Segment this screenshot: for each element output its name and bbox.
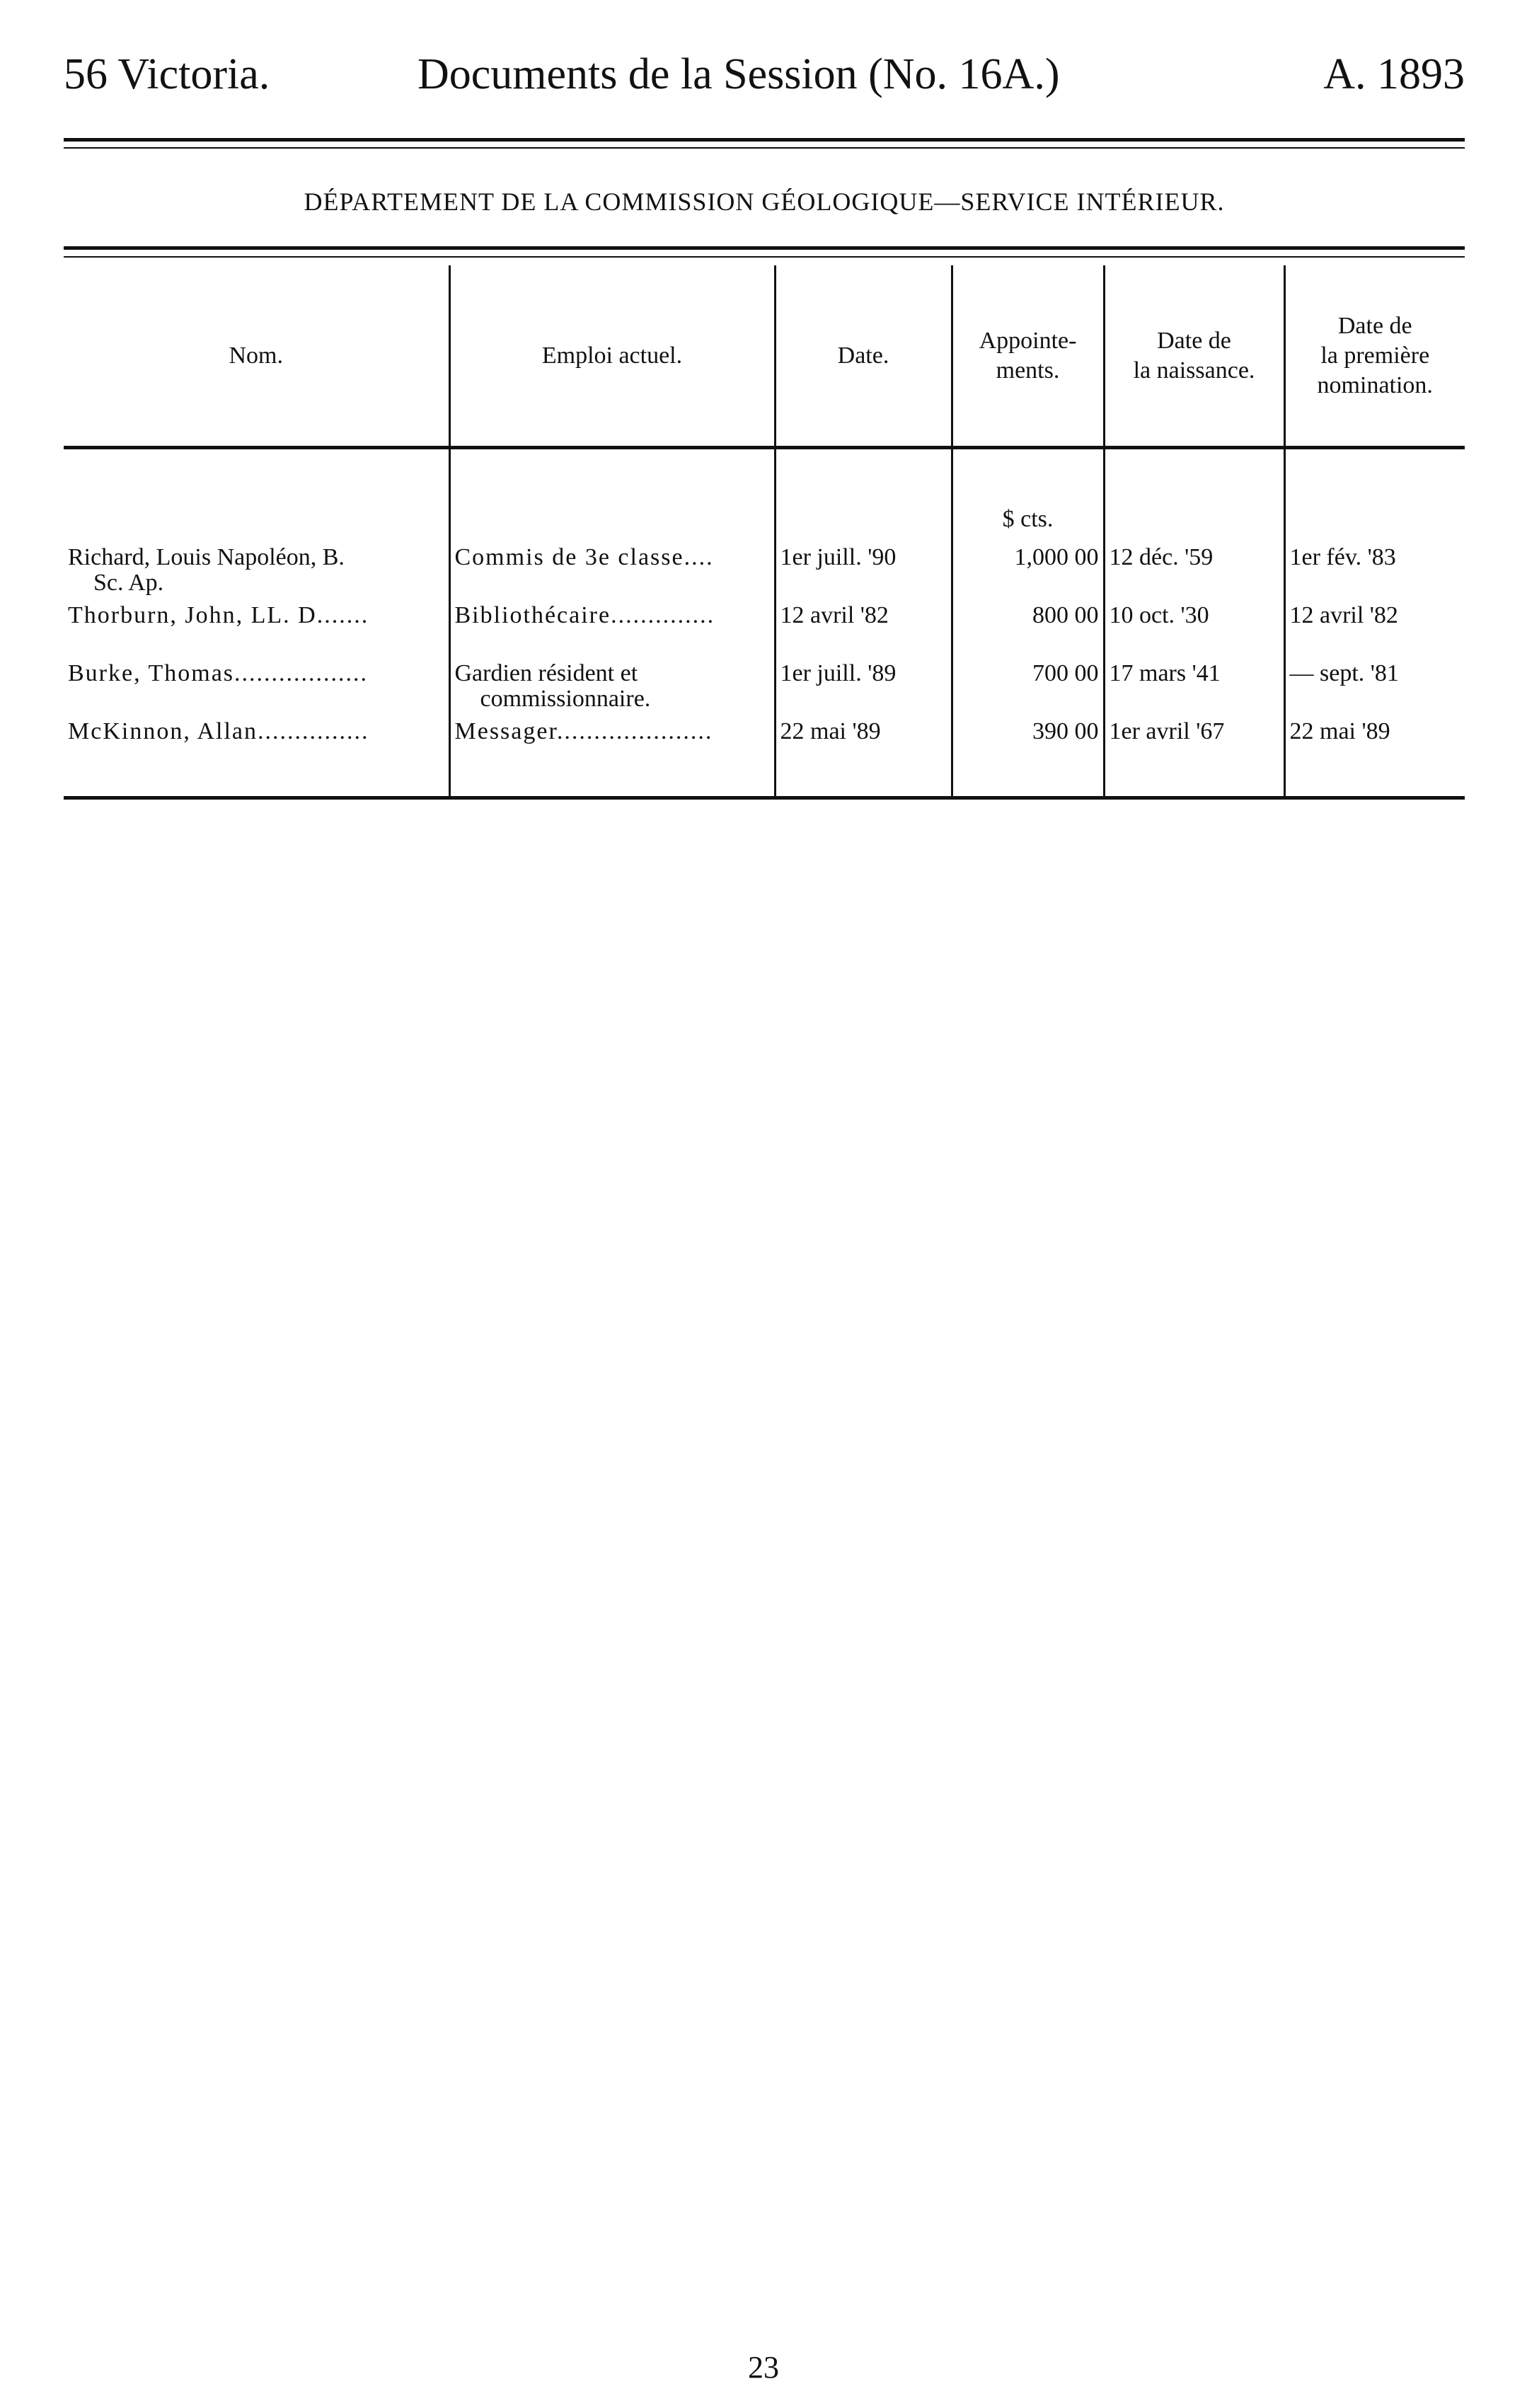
cell-nom [64, 543, 449, 601]
table-top-rule [64, 246, 1465, 250]
cell-appointements: 700 00 [952, 659, 1104, 717]
column-header-appointements-line1: Appointe- [979, 327, 1077, 354]
cell-emploi-text: Messager..................... [454, 718, 713, 744]
column-header-naissance-line2: la naissance. [1133, 357, 1255, 384]
table-top-rule-thin [64, 256, 1465, 258]
table-spacer-row [64, 775, 1465, 796]
unit-row [64, 448, 1465, 543]
cell-date: 12 avril '82 [775, 601, 952, 659]
table-row [64, 659, 1465, 717]
cell-appointements: 1,000 00 [952, 543, 1104, 601]
header-rule-top [64, 138, 1465, 142]
column-header-appointements-line2: ments. [996, 357, 1060, 384]
cell-nom-text: Burke, Thomas.................. [68, 660, 369, 686]
cell-nom [64, 601, 449, 659]
column-header-emploi [449, 265, 775, 448]
cell-nom-text: Richard, Louis Napoléon, B. [68, 544, 345, 570]
column-header-nomination-line2: la première [1320, 342, 1430, 369]
column-header-premiere-nomination [1284, 265, 1465, 448]
column-header-naissance [1104, 265, 1284, 448]
cell-premiere-nomination: 22 mai '89 [1284, 717, 1465, 775]
page-number: 23 [748, 2350, 779, 2385]
cell-premiere-nomination: 12 avril '82 [1284, 601, 1465, 659]
column-header-emploi-label: Emploi actuel. [541, 342, 683, 369]
cell-emploi-text: Gardien résident et [454, 660, 638, 686]
cell-naissance: 1er avril '67 [1104, 717, 1284, 775]
staff-table [64, 265, 1465, 796]
table-row [64, 543, 1465, 601]
column-header-nom-label: Nom. [229, 342, 283, 369]
column-header-nomination-line3: nomination. [1317, 371, 1433, 398]
cell-date: 1er juill. '89 [775, 659, 952, 717]
cell-naissance: 12 déc. '59 [1104, 543, 1284, 601]
cell-date: 22 mai '89 [775, 717, 952, 775]
cell-nom-continuation: Sc. Ap. [93, 570, 164, 596]
cell-premiere-nomination: — sept. '81 [1284, 659, 1465, 717]
cell-premiere-nomination: 1er fév. '83 [1284, 543, 1465, 601]
cell-appointements: 800 00 [952, 601, 1104, 659]
cell-naissance: 10 oct. '30 [1104, 601, 1284, 659]
header-rule-bottom [64, 147, 1465, 149]
table-bottom-rule [64, 796, 1465, 800]
column-header-date-label: Date. [837, 342, 889, 369]
table-header-row [64, 265, 1465, 448]
column-header-date [775, 265, 952, 448]
currency-unit-label: $ cts. [1002, 506, 1054, 532]
cell-emploi [449, 543, 775, 601]
cell-nom [64, 717, 449, 775]
session-year-label: 56 Victoria. [64, 50, 270, 98]
column-header-nom [64, 265, 449, 448]
column-header-nomination-line1: Date de [1337, 312, 1412, 339]
cell-emploi [449, 659, 775, 717]
column-header-naissance-line1: Date de [1157, 327, 1231, 354]
page-header [64, 42, 1465, 106]
document-title: Documents de la Session (No. 16A.) [417, 50, 1060, 98]
section-title: DÉPARTEMENT DE LA COMMISSION GÉOLOGIQUE—SERVICE INTÉRIEUR. [304, 188, 1225, 216]
cell-emploi [449, 601, 775, 659]
cell-emploi-continuation: commissionnaire. [480, 686, 651, 712]
cell-nom-text: McKinnon, Allan............... [68, 718, 369, 744]
cell-emploi-text: Bibliothécaire.............. [454, 602, 715, 628]
cell-emploi [449, 717, 775, 775]
column-header-appointements [952, 265, 1104, 448]
cell-appointements: 390 00 [952, 717, 1104, 775]
cell-naissance: 17 mars '41 [1104, 659, 1284, 717]
cell-nom [64, 659, 449, 717]
cell-emploi-text: Commis de 3e classe.... [454, 544, 714, 570]
cell-date: 1er juill. '90 [775, 543, 952, 601]
table-row [64, 601, 1465, 659]
table-row [64, 717, 1465, 775]
cell-nom-text: Thorburn, John, LL. D....... [68, 602, 369, 628]
document-year-label: A. 1893 [1323, 50, 1465, 98]
